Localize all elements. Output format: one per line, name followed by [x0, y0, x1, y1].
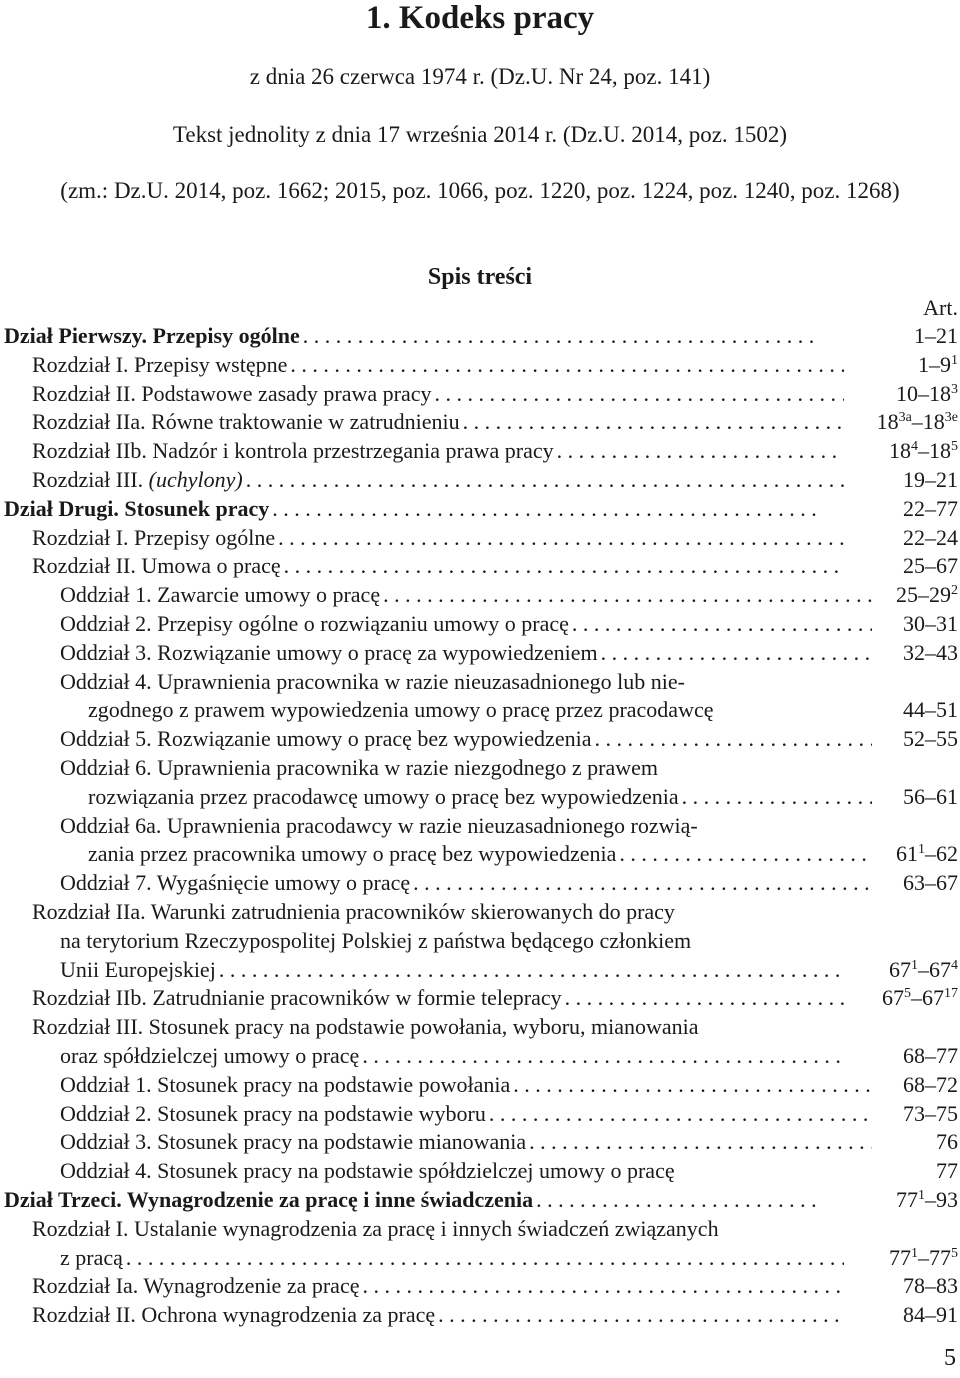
- toc-entry[interactable]: [0, 495, 960, 524]
- toc-entry-label: Rozdział III. Stosunek pracy na podstawie powołania, wyboru, mianowania: [32, 1014, 699, 1040]
- toc-entry[interactable]: [0, 869, 960, 898]
- table-of-contents: [0, 322, 960, 1330]
- dot-leader: [123, 1244, 844, 1273]
- article-range: 68–72: [903, 1071, 958, 1097]
- article-range: 22–77: [903, 495, 958, 521]
- toc-entry-label: Oddział 4. Uprawnienia pracownika w razie nieuzasadnionego lub nie-: [60, 668, 685, 694]
- toc-entry-label: Oddział 5. Rozwiązanie umowy o pracę bez wypowiedzenia: [60, 726, 592, 752]
- dot-leader: [435, 1301, 844, 1330]
- dot-leader: [432, 380, 844, 409]
- toc-entry-label: Rozdział II. Umowa o pracę: [32, 553, 281, 579]
- toc-entry-label: Rozdział III. (uchylony): [32, 466, 243, 492]
- toc-entry-label: Dział Trzeci. Wynagrodzenie za pracę i inne świadczenia: [4, 1186, 534, 1212]
- dot-leader: [562, 984, 844, 1013]
- toc-entry-label: z pracą: [60, 1244, 123, 1270]
- enactment-date-line: z dnia 26 czerwca 1974 r. (Dz.U. Nr 24, poz. 141): [249, 64, 711, 89]
- amendments-line: (zm.: Dz.U. 2014, poz. 1662; 2015, poz. 1066, poz. 1220, poz. 1224, poz. 1240, poz. 1268): [60, 178, 900, 203]
- article-range: 63–67: [903, 870, 958, 896]
- toc-entry[interactable]: [0, 639, 960, 668]
- dot-leader: [410, 869, 872, 898]
- toc-entry[interactable]: [0, 668, 960, 726]
- toc-entry-label: Rozdział IIb. Zatrudnianie pracowników w formie telepracy: [32, 985, 562, 1011]
- toc-entry-label: Rozdział IIa. Równe traktowanie w zatrudnieniu: [32, 409, 460, 435]
- toc-entry-label: Rozdział I. Ustalanie wynagrodzenia za pracę i innych świadczeń związanych: [32, 1215, 719, 1241]
- article-range: $77^1-93$: [896, 1186, 958, 1212]
- toc-entry[interactable]: [0, 1100, 960, 1129]
- toc-entry[interactable]: [0, 1301, 960, 1330]
- article-range: $10-18^3$: [896, 380, 958, 406]
- toc-entry[interactable]: [0, 1128, 960, 1157]
- toc-entry-label: Rozdział Ia. Wynagrodzenie za pracę: [32, 1273, 360, 1299]
- dot-leader: [598, 639, 872, 668]
- toc-entry-label: zania przez pracownika umowy o pracę bez wypowiedzenia: [88, 841, 617, 867]
- toc-entry-label: Oddział 6. Uprawnienia pracownika w razie niezgodnego z prawem: [60, 754, 659, 780]
- dot-leader: [510, 1071, 872, 1100]
- toc-entry-label: Oddział 3. Stosunek pracy na podstawie mianowania: [60, 1129, 527, 1155]
- article-range: $61^1-62$: [896, 841, 958, 867]
- toc-entry[interactable]: [0, 351, 960, 380]
- dot-leader: [616, 840, 872, 869]
- toc-entry-label: Dział Drugi. Stosunek pracy: [4, 495, 270, 521]
- toc-entry[interactable]: [0, 984, 960, 1013]
- toc-entry[interactable]: [0, 1186, 960, 1215]
- article-range: $18^{3a}-18^{3e}$: [876, 409, 958, 435]
- toc-entry-label: Dział Pierwszy. Przepisy ogólne: [4, 323, 300, 348]
- toc-entry[interactable]: [0, 1013, 960, 1071]
- dot-leader: [533, 1186, 816, 1215]
- article-range: 76: [936, 1129, 958, 1155]
- toc-entry-label: Oddział 4. Stosunek pracy na podstawie spółdzielczej umowy o pracę: [60, 1158, 675, 1184]
- dot-leader: [300, 322, 816, 351]
- dot-leader: [526, 1128, 872, 1157]
- toc-entry-label: Rozdział IIb. Nadzór i kontrola przestrzegania prawa pracy: [32, 438, 554, 464]
- toc-entry-label: na terytorium Rzeczypospolitej Polskiej z państwa będącego członkiem: [60, 927, 692, 953]
- article-range: 84–91: [903, 1302, 958, 1328]
- toc-entry[interactable]: [0, 552, 960, 581]
- toc-entry-label: Rozdział II. Podstawowe zasady prawa pracy: [32, 380, 432, 406]
- toc-entry-label: oraz spółdzielczej umowy o pracę: [60, 1042, 360, 1068]
- toc-entry[interactable]: [0, 1071, 960, 1100]
- dot-leader: [380, 581, 872, 610]
- toc-entry[interactable]: [0, 380, 960, 409]
- article-column-label: Art.: [923, 295, 958, 320]
- dot-leader: [359, 1042, 844, 1071]
- dot-leader: [554, 437, 844, 466]
- toc-entry-label: Oddział 2. Stosunek pracy na podstawie wyboru: [60, 1100, 486, 1126]
- consolidated-text-line: Tekst jednolity z dnia 17 września 2014 r. (Dz.U. 2014, poz. 1502): [172, 122, 788, 147]
- toc-entry-label: Oddział 6a. Uprawnienia pracodawcy w razie nieuzasadnionego rozwią-: [60, 812, 698, 838]
- toc-entry[interactable]: [0, 725, 960, 754]
- article-range: 78–83: [903, 1273, 958, 1299]
- dot-leader: [679, 783, 872, 812]
- dot-leader: [275, 524, 844, 553]
- toc-entry[interactable]: [0, 610, 960, 639]
- article-range: $1-9^1$: [918, 351, 958, 377]
- toc-entry[interactable]: [0, 1157, 960, 1186]
- dot-leader: [569, 610, 872, 639]
- dot-leader: [591, 725, 872, 754]
- article-range: $77^1-77^5$: [889, 1244, 958, 1270]
- dot-leader: [287, 351, 844, 380]
- toc-entry-label: Rozdział I. Przepisy wstępne: [32, 351, 288, 377]
- dot-leader: [281, 552, 844, 581]
- article-range: 52–55: [903, 726, 958, 752]
- toc-entry-label: Oddział 3. Rozwiązanie umowy o pracę za wypowiedzeniem: [60, 639, 598, 665]
- toc-entry-label: Oddział 7. Wygaśnięcie umowy o pracę: [60, 870, 411, 896]
- toc-entry-label: Oddział 2. Przepisy ogólne o rozwiązaniu umowy o pracę: [60, 610, 569, 636]
- dot-leader: [486, 1100, 872, 1129]
- toc-entry[interactable]: [0, 408, 960, 437]
- article-range: $18^4-18^5$: [889, 438, 958, 464]
- toc-entry[interactable]: [0, 524, 960, 553]
- article-range: 19–21: [903, 466, 958, 492]
- document-title: 1. Kodeks pracy: [365, 0, 595, 36]
- article-range: 25–67: [903, 553, 958, 579]
- article-range: $67^1-67^4$: [889, 956, 958, 982]
- page-number: 5: [944, 1345, 956, 1371]
- article-range: 22–24: [903, 524, 958, 550]
- article-range: 1–21: [914, 323, 958, 348]
- toc-entry[interactable]: [0, 466, 960, 495]
- toc-entry-label: zgodnego z prawem wypowiedzenia umowy o pracę przez pracodawcę: [88, 697, 714, 723]
- article-range: 32–43: [903, 639, 958, 665]
- toc-entry-label: Rozdział I. Przepisy ogólne: [32, 524, 276, 550]
- toc-entry[interactable]: [0, 581, 960, 610]
- toc-entry-label: Oddział 1. Stosunek pracy na podstawie powołania: [60, 1071, 511, 1097]
- dot-leader: [269, 495, 816, 524]
- toc-heading: Spis treści: [427, 264, 533, 290]
- toc-entry[interactable]: [0, 812, 960, 870]
- article-range: 44–51: [903, 697, 958, 723]
- article-range: 77: [936, 1158, 958, 1184]
- toc-entry-label: Rozdział II. Ochrona wynagrodzenia za pracę: [32, 1302, 436, 1328]
- article-range: 56–61: [903, 783, 958, 809]
- dot-leader: [216, 956, 844, 985]
- toc-entry-label: rozwiązania przez pracodawcę umowy o pracę bez wypowiedzenia: [88, 783, 679, 809]
- dot-leader: [359, 1272, 844, 1301]
- toc-entry[interactable]: [0, 1215, 960, 1273]
- toc-entry[interactable]: [0, 754, 960, 812]
- article-range: $25-29^2$: [896, 582, 958, 608]
- article-range: 30–31: [903, 610, 958, 636]
- toc-entry-label: Rozdział IIa. Warunki zatrudnienia pracowników skierowanych do pracy: [32, 898, 675, 924]
- dot-leader: [460, 408, 844, 437]
- toc-entry[interactable]: [0, 1272, 960, 1301]
- toc-entry-label: Oddział 1. Zawarcie umowy o pracę: [60, 582, 381, 608]
- toc-entry[interactable]: [0, 437, 960, 466]
- toc-entry[interactable]: [0, 898, 960, 984]
- article-range: 68–77: [903, 1042, 958, 1068]
- dot-leader: [243, 466, 844, 495]
- article-range: 73–75: [903, 1100, 958, 1126]
- toc-entry-label: Unii Europejskiej: [60, 956, 216, 982]
- article-range: $67^5-67^{17}$: [882, 985, 958, 1011]
- toc-entry[interactable]: [0, 322, 960, 351]
